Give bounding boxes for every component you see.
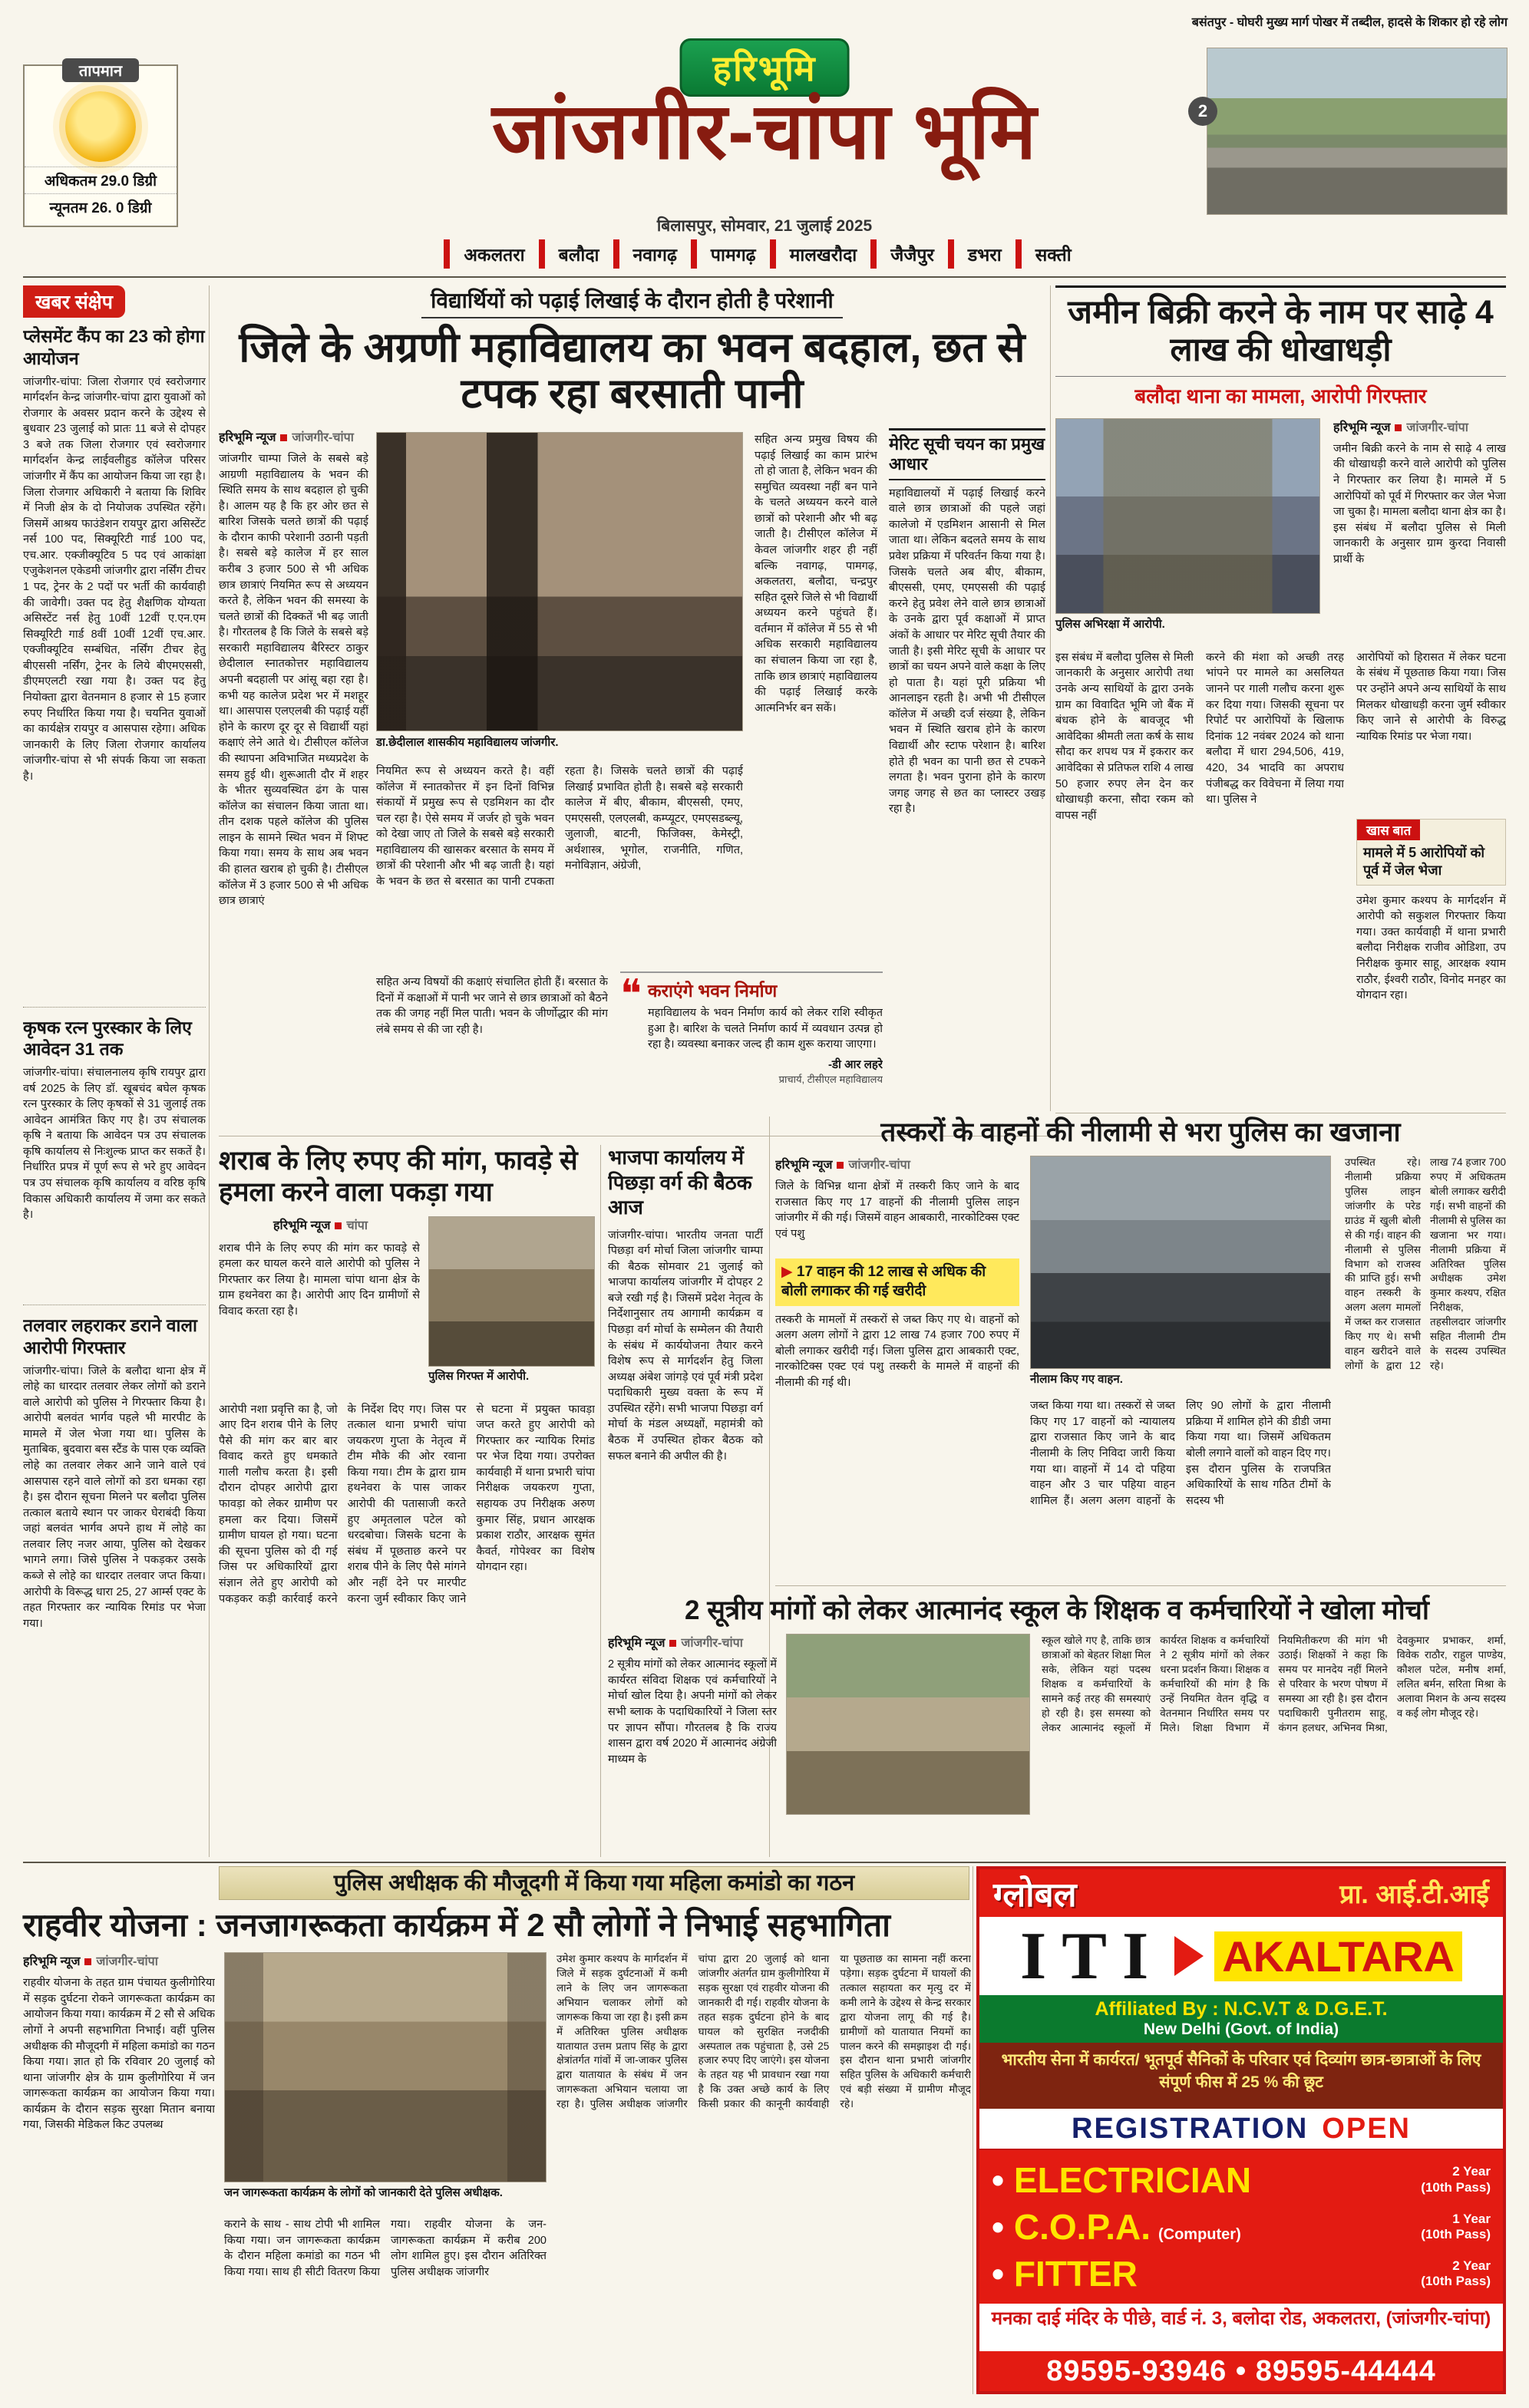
fraud-col-right	[1356, 650, 1506, 1124]
ad-address: मनका दाई मंदिर के पीछे, वार्ड नं. 3, बलोदा रोड, अकलतरा, (जांजगीर-चांपा)	[979, 2304, 1503, 2351]
ad-iti-text: ITI	[1020, 1918, 1164, 1994]
college-photo-caption: डा.छेदीलाल शासकीय महाविद्यालय जांजगीर.	[376, 735, 559, 749]
byline	[775, 1156, 1019, 1173]
triangle-icon	[1174, 1936, 1204, 1976]
course-sub: (Computer)	[1157, 2225, 1241, 2243]
ad-header	[979, 1869, 1503, 1917]
brief-item	[23, 1315, 206, 1857]
brand-logo: हरिभूमि	[680, 38, 850, 97]
ad-affiliation-line2: New Delhi (Govt. of India)	[1143, 2020, 1339, 2038]
lead-body: सहित अन्य प्रमुख विषय की पढ़ाई लिखाई का काम प्रारंभ तो हो जाता है, लेकिन भवन की समुचित व्यवस्था नहीं बन पाने के चलते अध्ययन करने वाले छात्रों को परेशानी और भी बढ़ जाती है। टीसीएल कॉलेज में केवल जांजगीर शहर ही नहीं बल्कि नवागढ़, पामगढ़, अकलतरा, बलौदा, चन्द्रपुर सहित दूसरे जिले से भी विद्यार्थी अध्ययन करने पहुंचते हैं। वर्तमान में कॉलेज में 55 से भी अधिक सरकारी महाविद्यालय का संचालन किया जा रहा है, ताकि छात्र छात्राएं महाविद्यालय की पढ़ाई लिखाई करके आत्मनिर्भर बन सकें।	[755, 433, 877, 714]
byline-location: जांजगीर-चांपा	[681, 1637, 743, 1651]
divider	[600, 1145, 601, 1857]
lead-content	[219, 428, 1045, 1125]
rahveer-col-a	[23, 1952, 215, 2386]
arrest-photo-caption: पुलिस गिरफ्त में आरोपी.	[428, 1369, 530, 1383]
ad-offer: भारतीय सेना में कार्यरत/ भूतपूर्व सैनिकों के परिवार एवं दिव्यांग छात्र-छात्राओं के लिए संपूर्ण फीस में 25 % की छूट	[979, 2043, 1503, 2109]
bjp-headline: भाजपा कार्यालय में पिछड़ा वर्ग की बैठक आज	[608, 1146, 752, 1219]
dateline: बिलासपुर, सोमवार, 21 जुलाई 2025	[656, 217, 873, 235]
liquor-headline: शराब के लिए रुपए की मांग, फावड़े से हमला करने वाला पकड़ा गया	[219, 1146, 578, 1208]
brief-body: जांजगीर-चांपा। जिले के बलौदा थाना क्षेत्र में लोहे का धारदार तलवार लेकर लोगों को डराने वाले आरोपी को पुलिस ने गिरफ्तार किया है। आरोपी बलवंत भार्गव पहले भी मारपीट के मामले में जेल भेजा गया था। पुलिस के मुताबिक, बुदवारा बस स्टैंड के पास एक व्यक्ति लोहे का तलवार लेकर आने जाने वाले एवं आसपास रहने वाले लोगों को डरा धमका रहा है। इस दौरान सूचना मिलने पर बलौदा पुलिस तत्काल बताये स्थान पर जाकर घेराबंदी किया जहां बलवंत भार्गव अपने हाथ में लोहे का तलवार लिए नजर आया, पुलिस को देखकर भागने लगा। जिसे पुलिस ने पकड़कर उसके कब्जे से लोहे का धारदार तलवार जप्त किया। आरोपी के विरूद्ध धारा 25, 27 आर्म्स एक्ट के तहत गिरफ्तार कर न्यायिक रिमांड पर भेजा गया।	[23, 1364, 206, 1630]
news-briefs-sidebar	[23, 285, 206, 1857]
awareness-photo	[224, 1952, 547, 2182]
byline-location: जांजगीर-चांपा	[292, 430, 354, 444]
auction-highlight-text: 17 वाहन की 12 लाख से अधिक की बोली लगाकर की गई खरीदी	[781, 1264, 986, 1299]
nav-item-akaltara: अकलतरा	[444, 239, 538, 269]
byline-separator-icon	[837, 1162, 844, 1169]
police-custody-photo	[1055, 418, 1320, 614]
auction-body: तस्करी के मामलों में तस्करों से जब्त किए गए थे। वाहनों को अलग अलग लोगों ने द्वारा 12 लाख 74 हजार 700 रुपए में बोली लगाकर खरीदी गई। जिला पुलिस द्वारा आबकारी एक्ट, नारकोटिक्स एक्ट एवं पशु तस्करी के मामले में वाहनों की नीलामी की गई थी।	[775, 1313, 1019, 1389]
khas-baat-text: मामले में 5 आरोपियों को पूर्व में जेल भेजा	[1363, 844, 1485, 879]
course-term: 1 Year	[1452, 2211, 1491, 2226]
ad-registration	[979, 2109, 1503, 2150]
fraud-headline: जमीन बिक्री करने के नाम पर साढ़े 4 लाख की धोखाधड़ी	[1055, 285, 1506, 377]
weather-label: तापमान	[62, 58, 139, 82]
police-photo-caption: पुलिस अभिरक्षा में आरोपी.	[1055, 617, 1165, 631]
liquor-content	[219, 1216, 595, 1846]
course-term: 2 Year	[1452, 2164, 1491, 2179]
brief-body: जांजगीर-चांपा: जिला रोजगार एवं स्वरोजगार मार्गदर्शन केन्द्र जांजगीर-चांपा द्वारा युवाओं को रोजगार के अवसर प्रदान करने के उद्देश्य से बुधवार 23 जुलाई को प्रातः 11 बजे से दोपहर 3 बजे तक जिला रोजगार एवं स्वरोजगार मार्गदर्शन केन्द्र लाईवलीहुड कॉलेज परिसर जांजगीर में कैंप का आयोजन किया जा रहा है। जिला रोजगार अधिकारी ने बताया कि शिविर में निजी क्षेत्र के दो नियोजक उपस्थित रहेंगे। जिसमें आश्रय फाउंडेशन रायपुर द्वारा असिस्टेंट नर्स 100 पद, सिक्यूरिटी गार्ड 100 पद, एच.आर. एक्जीक्यूटिव 5 पद एवं आकांक्षा एजुकेशनल एकेडमी जांजगीर द्वारा नर्सिंग टीचर 1 पद, ट्रेनर के 2 पदों पर भर्ती की कार्यवाही की जावेगी। उक्त पद हेतु शैक्षणिक योग्यता असिस्टेंट नर्स हेतु 10वीं 12वीं ए.एन.एम सिक्यूरिटी गार्ड 8वीं 10वीं 12वीं एच.आर. एक्जीक्यूटिव सम्बंधित, नर्सिंग टीचर हेतु बीएससी नर्सिंग, ट्रेनर के लिये बीएमएससी, डीएमएलटी रखा गया है। उक्त पद हेतु नियोक्ता द्वारा वेतनमान 8 हजार से 15 हजार रुपए निर्धारित किया गया है। चयनित युवाओं का कार्यक्षेत्र रायपुर व आसपास रहेगा। अधिक जानकारी के लिए जिला रोजगार कार्यालय जांजगीर-चांपा से भी संपर्क किया जा सकता है।	[23, 375, 206, 783]
byline-separator-icon	[1395, 424, 1402, 431]
road-photo	[1207, 48, 1508, 215]
motorcycles-photo	[1030, 1156, 1331, 1369]
merit-body: महाविद्यालयों में पढ़ाई लिखाई करने वाले छात्र छात्राओं की पहले जहां कालेजो में एडमिशन आसानी से मिल जाता था। लेकिन बदलते समय के साथ प्रवेश प्रक्रिया में परिवर्तन किया गया है। जिसके चलते अब बीए, बीकाम, बीएससी, एमए, एमएससी की पढ़ाई करने हेतु प्रवेश लेने वाले छात्र छात्राओं के उनके द्वारा पूर्व कक्षाओं में प्राप्त अंकों के आधार पर मेरिट सूची तैयार की जाती है। इसी मेरिट सूची के आधार पर छात्रों का चयन अपने वाले कक्षा के लिए हो पाता है। यहां पूरी प्रक्रिया भी आनलाइन रहती है। अभी भी टीसीएल कॉलेज में अच्छी दर्ज संख्या है, लेकिन भवन में स्थिति खराब होने के कारण विद्यार्थी और स्टाफ परेशान है। बारिश होते ही भवन का पानी छत से टपकने लगता है। भवन पुराना होने के कारण जगह जगह से छत का प्लास्टर उखड़ रहा है।	[889, 487, 1045, 816]
ad-affiliation-line1: Affiliated By : N.C.V.T & D.G.E.T.	[1095, 1998, 1388, 2020]
fraud-body: आरोपियों को हिरासत में लेकर घटना के संबंध में पूछताछ किया गया। जिस पर उन्होंने अपने अन्य साथियों के साथ मिलकर धोखाधड़ी करना जुर्म स्वीकार किए जाने से आरोपी के विरुद्ध न्यायिक रिमांड पर भेजा गया।	[1356, 651, 1506, 743]
lead-body: सहित अन्य विषयों की कक्षाएं संचालित होती हैं। बरसात के दिनों में कक्षाओं में पानी भर जाने से छात्र छात्राओं को बैठने तक की जगह नहीं मिल पाती। भवन के जीर्णोद्धार की मांग लंबे समय से की जा रही है।	[376, 975, 608, 1036]
auction-headline: तस्करों के वाहनों की नीलामी से भरा पुलिस का खजाना	[880, 1117, 1401, 1147]
ad-course-row	[992, 2253, 1491, 2294]
page-title: जांजगीर-चांपा भूमि	[491, 87, 1038, 175]
byline	[23, 1952, 215, 1969]
road-photo-caption: बसंतपुर - घोघरी मुख्य मार्ग पोखर में तब्दील, हादसे के शिकार हो रहे लोग	[1191, 16, 1508, 29]
fraud-subhead: बलौदा थाना का मामला, आरोपी गिरफ्तार	[1134, 384, 1427, 407]
rahveer-article	[23, 1908, 971, 2386]
nav-item-sakti: सक्ती	[1015, 239, 1085, 269]
lead-body: नियमित रूप से अध्ययन करते है। वहीं कॉलेज में स्नातकोत्तर में इन दिनों विभिन्न संकायों में प्रमुख रूप से एडमिशन का दौर चल रहा है। ऐसे समय में जर्जर हो चुके भवन को देखा जाए तो जिले के सबसे बड़े सरकारी महाविद्यालय की खासकर बरसात के समय में छात्रों की परेशानी और भी बढ़ जाती है। यहां के भवन के छत से बरसात का पानी टपकता रहता है। जिसके चलते छात्रों की पढ़ाई लिखाई प्रभावित होती है। सबसे बड़े सरकारी कालेज में बीए, बीकाम, बीएससी, एमए, एमएससी, एलएलबी, कम्प्यूटर, एमएसडब्ल्यू, जुलाजी, बाटनी, फिजिक्स, केमेस्ट्री, अर्थशास्त्र, भूगोल, राजनीति, गणित, मनोविज्ञान, अंग्रेजी,	[376, 764, 743, 888]
merit-heading: मेरिट सूची चयन का प्रमुख आधार	[889, 428, 1045, 480]
school-headline: 2 सूत्रीय मांगों को लेकर आत्मानंद स्कूल के शिक्षक व कर्मचारियों ने खोला मोर्चा	[685, 1595, 1429, 1625]
brief-item	[23, 325, 206, 998]
byline-source: हरिभूमि न्यूज	[608, 1637, 665, 1651]
header-divider	[23, 276, 1506, 278]
khas-baat-label: खास बात	[1357, 820, 1420, 840]
liquor-body: आरोपी नशा प्रवृत्ति का है, जो आए दिन शराब पीने के लिए पैसे की मांग कर बार बार विवाद करते हुए धमकाते गाली गलौच करता है। इसी दौरान दोपहर आरोपी द्वारा फावड़ा को लेकर ग्रामीण पर हमला कर दिया। जिसमें ग्रामीण घायल हो गया। घटना की सूचना पुलिस को दी गई जिस पर अधिकारियों द्वारा संज्ञान लेते हुए आरोपी को पकड़कर कड़ी कार्रवाई करने के निर्देश दिए गए। जिस पर तत्काल थाना प्रभारी चांपा जयकरण गुप्ता के नेतृत्व में टीम मौके की ओर रवाना किया गया। टीम के द्वारा ग्राम हथनेवरा के पास जाकर आरोपी की पतासाजी करते हुए अमृतलाल पटेल को धरदबोचा। जिसके घटना के संबंध में पूछताछ करने पर शराब पीने के लिए पैसे मांगने और नहीं देने पर मारपीट करना जुर्म स्वीकार किए जाने से घटना में प्रयुक्त फावड़ा जप्त करते हुए आरोपी को गिरफ्तार कर न्यायिक रिमांड पर भेज दिया गया। उपरोक्त कार्यवाही में थाना प्रभारी चांपा निरीक्षक जयकरण गुप्ता, सहायक उप निरीक्षक अरुण कुमार सिंह, प्रधान आरक्षक प्रकाश राठौर, आरक्षक सुमंत कैवर्त, गोपेश्वर का विशेष योगदान रहा।	[219, 1403, 595, 1605]
nav-item-balauda: बलौदा	[539, 239, 613, 269]
byline	[219, 1216, 422, 1233]
college-photo	[376, 432, 743, 731]
course-name: • ELECTRICIAN	[992, 2160, 1251, 2200]
quote-box	[620, 971, 883, 1123]
ad-registration-word: REGISTRATION	[1072, 2112, 1309, 2145]
rahveer-headline: राहवीर योजना : जनजागरूकता कार्यक्रम में 2 सौ लोगों ने निभाई सहभागिता	[23, 1907, 891, 1943]
byline-source: हरिभूमि न्यूज	[23, 1955, 81, 1969]
byline-source: हरिभूमि न्यूज	[272, 1219, 331, 1232]
course-term: 2 Year	[1452, 2258, 1491, 2273]
edition-nav	[0, 239, 1529, 269]
ad-course-row	[992, 2206, 1491, 2248]
iti-advertisement	[976, 1866, 1506, 2394]
byline-source: हरिभूमि न्यूज	[219, 430, 276, 444]
weather-min: न्यूनतम 26. 0 डिग्री	[25, 193, 177, 220]
divider	[209, 285, 210, 1857]
byline	[1333, 418, 1506, 435]
byline-location: जांजगीर-चांपा	[1406, 421, 1468, 434]
byline	[608, 1634, 777, 1651]
byline-separator-icon	[280, 434, 287, 441]
nav-item-jaijaipur: जैजैपुर	[870, 239, 948, 269]
ad-place: AKALTARA	[1214, 1931, 1462, 1981]
byline-separator-icon	[335, 1222, 342, 1229]
fraud-body: जमीन बिक्री करने के नाम से साढ़े 4 लाख की धोखाधड़ी करने वाले आरोपी को पुलिस ने गिरफ्तार कर लिया है। मामले में 5 आरोपियों को पूर्व में गिरफ्तार कर जेल भेजा जा चुका है। मामला बलौदा थाना क्षेत्र का है। इस संबंध में बलौदा पुलिस से मिली जानकारी के अनुसार ग्राम कुरदा निवासी प्रार्थी के	[1333, 442, 1506, 566]
auction-article	[775, 1117, 1506, 1580]
divider	[775, 1585, 1506, 1586]
commando-banner: पुलिस अधीक्षक की मौजूदगी में किया गया महिला कमांडो का गठन	[219, 1866, 969, 1900]
liquor-body: शराब पीने के लिए रुपए की मांग कर फावड़े से हमला कर घायल करने वाले आरोपी को पुलिस ने गिरफ्तार कर लिया है। मामला चांपा थाना क्षेत्र के ग्राम हथनेवरा का है। आरोपी आए दिन ग्रामीणों से विवाद करता रहा है।	[219, 1242, 420, 1318]
auction-body: जब्त किया गया था। तस्करों से जब्त किए गए 17 वाहनों को न्यायालय द्वारा राजसात किए जाने के बाद नीलामी के लिए निविदा जारी किया गया था। वाहनों में 14 दो पहिया वाहन और 3 चार पहिया वाहन शामिल हैं। अलग अलग वाहनों के लिए 90 लोगों के द्वारा नीलामी प्रक्रिया में शामिल होने की डीडी जमा किया गया था। जिसमें अधिकतम बोली लगाने वालों को वाहन दिए गए। इस दौरान पुलिस के राजपत्रित अधिकारियों के साथ गठित टीमों के सदस्य भी	[1030, 1400, 1331, 1507]
byline-location: जांजगीर-चांपा	[96, 1955, 158, 1969]
byline	[219, 428, 368, 445]
brief-body: जांजगीर-चांपा। संचालनालय कृषि रायपुर द्वारा वर्ष 2025 के लिए डॉ. खूबचंद बघेल कृषक रत्न पुरस्कार के लिए कृषकों से 31 जुलाई तक आवेदन आमंत्रित किए गए है। उप संचालक कृषि ने बताया कि आवेदन पत्र उप संचालक कृषि कार्यालय से निःशुल्क प्राप्त कर सकतें है। निर्धारित प्रपत्र में पूर्ण रूप से भरे हुए आवेदन पत्र उप संचालक कृषि कार्यालय व वरिष्ठ कृषि विकास अधिकारी कार्यालय में जमा कर सकते है।	[23, 1067, 206, 1222]
rahveer-content	[23, 1952, 971, 2386]
quote-body: महाविद्यालय के भवन निर्माण कार्य को लेकर राशि स्वीकृत हुआ है। बारिश के चलते निर्माण कार्य में व्यवधान उत्पन्न हो रहा है। व्यवस्था बनाकर जल्द ही काम शुरू कराया जाएगा।	[647, 1006, 883, 1051]
liquor-article	[219, 1145, 595, 1857]
course-detail	[1421, 2258, 1491, 2290]
byline-location: चांपा	[346, 1219, 368, 1232]
protest-photo	[786, 1634, 1030, 1815]
quote-heading: कराएंगे भवन निर्माण	[647, 980, 778, 1001]
lead-kicker: विद्यार्थियों को पढ़ाई लिखाई के दौरान होती है परेशानी	[421, 285, 843, 318]
merit-box	[889, 428, 1045, 1123]
nav-item-navagarh: नवागढ़	[613, 239, 691, 269]
rahveer-body: कराने के साथ - साथ टोपी भी शामिल किया गया। जन जागरूकता कार्यक्रम के दौरान महिला कमांडो का गठन भी किया गया। साथ ही सीटी वितरण किया गया। राहवीर योजना के जन- जागरूकता कार्यक्रम में करीब 200 लोग शामिल हुए। इस दौरान अतिरिक्त पुलिस अधीक्षक जांजगीर	[224, 2218, 547, 2278]
ad-open-word: OPEN	[1322, 2112, 1411, 2145]
bjp-article	[608, 1145, 763, 1585]
nav-item-pamgarh: पामगढ़	[691, 239, 770, 269]
ad-brand-suffix: प्रा. आई.टी.आई	[1339, 1880, 1489, 1909]
motorcycles-photo-caption: नीलाम किए गए वाहन.	[1030, 1373, 1123, 1387]
course-detail	[1421, 2164, 1491, 2195]
auction-content	[775, 1156, 1506, 1576]
brief-headline: कृषक रत्न पुरस्कार के लिए आवेदन 31 तक	[23, 1017, 192, 1060]
brief-headline: तलवार लहराकर डराने वाला आरोपी गिरफ्तार	[23, 1315, 197, 1357]
ad-course-row	[992, 2159, 1491, 2201]
auction-body: उपस्थित रहे। नीलामी प्रक्रिया पुलिस लाइन जांजगीर के परेड ग्राउंड में खुली बोली से की गई। वाहन की नीलामी से पुलिस विभाग को राजस्व की प्राप्ति हुई। सभी वाहन तस्करी के अलग अलग मामलों में जब्त कर राजसात किए गए थे। सभी वाहन खरीदने वाले लोगों के द्वारा 12 लाख 74 हजार 700 रुपए में अधिकतम बोली लगाकर खरीदी गई। सभी वाहनों की नीलामी से पुलिस का खजाना भर गया। नीलामी प्रक्रिया में अतिरिक्त पुलिस अधीक्षक उमेश कुमार कश्यप, रक्षित निरीक्षक, तहसीलदार जांजगीर सहित नीलामी टीम के सदस्य उपस्थित रहे।	[1345, 1156, 1506, 1371]
lead-headline: जिले के अग्रणी महाविद्यालय का भवन बदहाल, छत से टपक रहा बरसाती पानी	[239, 325, 1025, 417]
fraud-body: उमेश कुमार कश्यप के मार्गदर्शन में आरोपी को सकुशल गिरफ्तार किया गया। उक्त कार्यवाही में थाना प्रभारी बलौदा निरीक्षक राजीव ओडिशा, उप निरीक्षक कुमार साहू, आरक्षक श्याम राठौर, ईश्वरी राठौर, विनोद मनहर का योगदान रहा।	[1356, 894, 1506, 1002]
ad-course-list	[979, 2150, 1503, 2304]
fraud-body: करने की मंशा को अच्छी तरह भांपने पर मामले का असलियत जानने पर गाली गलौच करना शुरू कर दिया गया। जिसकी सूचना पर रिपोर्ट पर आरोपियों के खिलाफ दिनांक 12 नवंबर 2024 को थाना बलौदा में धारा 294,506, 419, 420, 34 भादवि का अपराध पंजीबद्ध कर विवेचना में लिया गया था। पुलिस ने	[1206, 651, 1344, 807]
lead-body: जांजगीर चाम्पा जिले के सबसे बड़े आग्रणी महाविद्यालय के भवन की स्थिति समय के साथ बदहाल हो चुकी है। आलम यह है कि हर ओर छत से बारिश जिसके चलते छात्रों की पढ़ाई के दौरान काफी परेशानी उठानी पड़ती है। सबसे बड़े कालेज में हर साल करीब 3 हजार 500 से भी अधिक छात्र छात्राएं नियमित रूप से अध्ययन करते है, लेकिन भवन की समस्या के चलते छात्रों की दिक्कतें भी बढ़ जाती है। गौरतलब है कि जिले के सबसे बड़े सरकारी महाविद्यालय बैरिस्टर ठाकुर छेदीलाल स्नातकोत्तर महाविद्यालय अपनी बदहाली पर आंसू बहा रहा है। कभी यह कालेज प्रदेश भर में मशहूर था। आसपास एलएलबी की पढ़ाई यहीं होने के कारण दूर दूर से विद्यार्थी यहां कक्षाएं लेने आते थे। टीसीएल कॉलेज की स्थापना अविभाजित मध्यप्रदेश के समय हुई थी। शुरूआती दौर में शहर के भीतर सुव्यवस्थित ढंग के पास कॉलेज का संचालन किया जाता था। तीन दशक पहले कॉलेज की पुलिस लाइन के सामने स्थित भवन में शिफ्ट किया गया। समय के साथ अब भवन की हालत खराब हो चुकी है। टीसीएल कॉलेज में 3 हजार 500 से भी अधिक छात्र छात्राएं	[219, 452, 368, 908]
divider	[23, 1862, 1506, 1863]
nav-item-dabhra: डभरा	[948, 239, 1015, 269]
quote-icon: ❝	[620, 972, 642, 1017]
course-name: • FITTER	[992, 2254, 1138, 2294]
byline-source: हरिभूमि न्यूज	[775, 1159, 833, 1173]
auction-body: जिले के विभिन्न थाना क्षेत्रों में तस्करी किए जाने के बाद राजसात किए गए 17 वाहनों की नीलामी पुलिस लाइन जांजगीर में की गई। जिसमें वाहन आबकारी, नारकोटिक्स एक्ट एवं पशु	[775, 1180, 1019, 1241]
divider	[1050, 285, 1051, 1111]
fraud-body: इस संबंध में बलौदा पुलिस से मिली जानकारी के अनुसार आरोपी तथा उनके अन्य साथियों के द्वारा उनके ग्राम का विवादित भूमि जो बैंक में बंधक होने के बावजूद भी आवेदिका श्रीमती लता कर्ष के साथ सौदा कर शपथ पत्र में इकरार कर आवेदिका से प्रतिफल राशि 4 लाख 50 हजार रुपए लेन देन कर धोखाधड़ी करना, सौदा रकम को वापस नहीं	[1055, 651, 1194, 822]
bjp-body: जांजगीर-चांपा। भारतीय जनता पार्टी पिछड़ा वर्ग मोर्चा जिला जांजगीर चाम्पा की बैठक सोमवार 21 जुलाई को भाजपा कार्यालय जांजगीर में दोपहर 2 बजे रखी गई है। जिसमें प्रदेश नेतृत्व के निर्देशानुसार तय आगामी कार्यक्रम व पिछड़ा वर्ग मोर्चा के सम्मेलन की तैयारी के संबंध में कार्ययोजना तैयार करने विशेष रूप से मार्गदर्शन हेतु जिला अध्यक्ष अंबेश जांगड़े एवं पूर्व मंत्री प्रदेश पदाधिकारी मुख्य वक्ता के रूप में उपस्थित रहेंगे। सभी भाजपा पिछड़ा वर्ग मोर्चा के मंडल अध्यक्षों, महामंत्री को बैठक में उपस्थित होकर बैठक को सफल बनाने की अपील की है।	[608, 1229, 763, 1463]
school-content	[608, 1634, 1506, 1855]
nav-item-malkharauda: मालखरौदा	[770, 239, 871, 269]
byline-source: हरिभूमि न्यूज	[1333, 421, 1391, 434]
course-pass: (10th Pass)	[1421, 2226, 1491, 2241]
school-article	[608, 1595, 1506, 1859]
ad-phone-numbers: 89595-93946 • 89595-44444	[979, 2351, 1503, 2391]
byline-separator-icon	[669, 1640, 676, 1647]
auction-col-a	[775, 1156, 1019, 1576]
brief-headline: प्लेसमेंट कैंप का 23 को होगा आयोजन	[23, 326, 205, 368]
ad-iti-row	[979, 1917, 1503, 1995]
course-pass: (10th Pass)	[1421, 2179, 1491, 2195]
byline-separator-icon	[84, 1958, 91, 1965]
lead-article	[219, 285, 1045, 1125]
rahveer-body: राहवीर योजना के तहत ग्राम पंचायत कुलीगोरिया में सड़क दुर्घटना रोकने जागरूकता कार्यक्रम का आयोजन किया गया। कार्यक्रम में 2 सौ से अधिक लोगों ने अपनी सहभागिता निभाई। वहीं पुलिस अधीक्षक की मौजूदगी में महिला कमांडो का गठन किया गया। ज्ञात हो कि रविवार 20 जुलाई को थाना जांजगीर क्षेत्र के ग्राम कुलीगोरिया में जन जागरूकता कार्यक्रम का आयोजन किया गया। कार्यक्रम के दौरान सड़क सुरक्षा मितान बनाया गया, जिसकी मेडिकल किट उपलब्ध	[23, 1977, 215, 2132]
rahveer-body: उमेश कुमार कश्यप के मार्गदर्शन में जिले में सड़क दुर्घटनाओं में कमी लाने के लिए जन जागरूकता अभियान चलाकर लोगों को जागरूक किया जा रहा है। इसी क्रम में अतिरिक्त पुलिस अधीक्षक यातायात उत्तम प्रताप सिंह के द्वारा क्षेत्रांतर्गत गांवों में जा-जाकर पुलिस द्वारा यातायात के संबंध में जन जागरूकता अभियान चलाया जा रहा है। पुलिस अधीक्षक जांजगीर चांपा द्वारा 20 जुलाई को थाना जांजगीर अंतर्गत ग्राम कुलीगोरिया में सड़क सुरक्षा एवं राहवीर योजना की जानकारी दी गई। राहवीर योजना के तहत सड़क दुर्घटना होने के बाद घायल को सुरक्षित नजदीकी अस्पताल तक पहुंचाता है, उसे 25 हजार रुपए दिए जाएंगे। इस योजना के तहत यह भी प्रावधान रखा गया है कि उक्त अच्छे कार्य के लिए किसी प्रकार की कानूनी कार्यवाही या पूछताछ का सामना नहीं करना पड़ेगा। सड़क दुर्घटना में घायलों की तत्काल सहायता कर मृत्यु दर में कमी लाने के उद्देश्य से केन्द्र सरकार द्वारा योजना लागू की गई है। ग्रामीणों को यातायात नियमों का पालन करने की समझाइश दी गई। इस दौरान थाना प्रभारी जांजगीर सहित पुलिस के अधिकारी कर्मचारी एवं बड़ी संख्या में ग्रामीण मौजूद रहे।	[556, 1953, 971, 2110]
page-number: 2	[1188, 97, 1217, 126]
lead-col-a	[219, 428, 368, 1123]
brief-item	[23, 1017, 206, 1296]
weather-max: अधिकतम 29.0 डिग्री	[25, 167, 177, 193]
khas-baat-box	[1356, 819, 1506, 886]
quote-designation: प्राचार्य, टीसीएल महाविद्यालय	[778, 1073, 883, 1085]
briefs-header: खबर संक्षेप	[23, 285, 125, 318]
ad-brand: ग्लोबल	[993, 1876, 1077, 1914]
course-pass: (10th Pass)	[1421, 2274, 1491, 2289]
arrow-icon: ▶	[781, 1264, 797, 1281]
auction-highlight	[775, 1258, 1019, 1305]
arrest-photo	[428, 1216, 595, 1367]
school-col-a	[608, 1634, 777, 1855]
ad-affiliation	[979, 1995, 1503, 2043]
course-name: • C.O.P.A.	[992, 2207, 1151, 2247]
byline-location: जांजगीर-चांपा	[848, 1159, 910, 1173]
fraud-article	[1055, 285, 1506, 1126]
fraud-content	[1055, 418, 1506, 1126]
awareness-photo-caption: जन जागरूकता कार्यक्रम के लोगों को जानकारी देते पुलिस अधीक्षक.	[224, 2186, 503, 2200]
divider	[23, 1007, 206, 1008]
school-body: स्कूल खोले गए है, ताकि छात्र छात्राओं को बेहतर शिक्षा मिल सके, लेकिन यहां पदस्थ शिक्षक व कर्मचारियों के सामने कई तरह की समस्याएं हो रही है। इस समस्या को लेकर आत्मानंद स्कूलों में कार्यरत शिक्षक व कर्मचारियों ने 2 सूत्रीय मांगों को लेकर धरना प्रदर्शन किया। शिक्षक व कर्मचारियों की मांग है कि उन्हें नियमित वेतन वृद्धि व वेतनमान निर्धारित समय पर मिले। शिक्षा विभाग में नियमितीकरण की मांग भी उठाई। शिक्षकों ने कहा कि समय पर मानदेय नहीं मिलने से परिवार के भरण पोषण में समस्या आ रही है। इस दौरान पदाधिकारी पुनीतराम साहू, कंगन हलधर, अभिनव मिश्रा, देवकुमार प्रभाकर, शर्मा, विवेक राठौर, राहुल पाण्डेय, कौशल पटेल, मनीष शर्मा, ललित बर्मन, सरिता मिश्रा के अलावा मिशन के अन्य सदस्य व कई लोग मौजूद रहे।	[1042, 1634, 1506, 1733]
course-detail	[1421, 2212, 1491, 2243]
fraud-col-intro	[1333, 418, 1506, 645]
school-body: 2 सूत्रीय मांगों को लेकर आत्मानंद स्कूलों में कार्यरत संविदा शिक्षक एवं कर्मचारियों ने मोर्चा खोल दिया है। अपनी मांगों को लेकर सभी ब्लाक के पदाधिकारियों ने जिला स्तर पर ज्ञापन सौंपा। गौरतलब है कि राज्य शासन द्वारा वर्ष 2020 में आत्मानंद अंग्रेजी माध्यम के	[608, 1658, 777, 1766]
quote-attribution: -डी आर लहरे	[828, 1057, 883, 1071]
